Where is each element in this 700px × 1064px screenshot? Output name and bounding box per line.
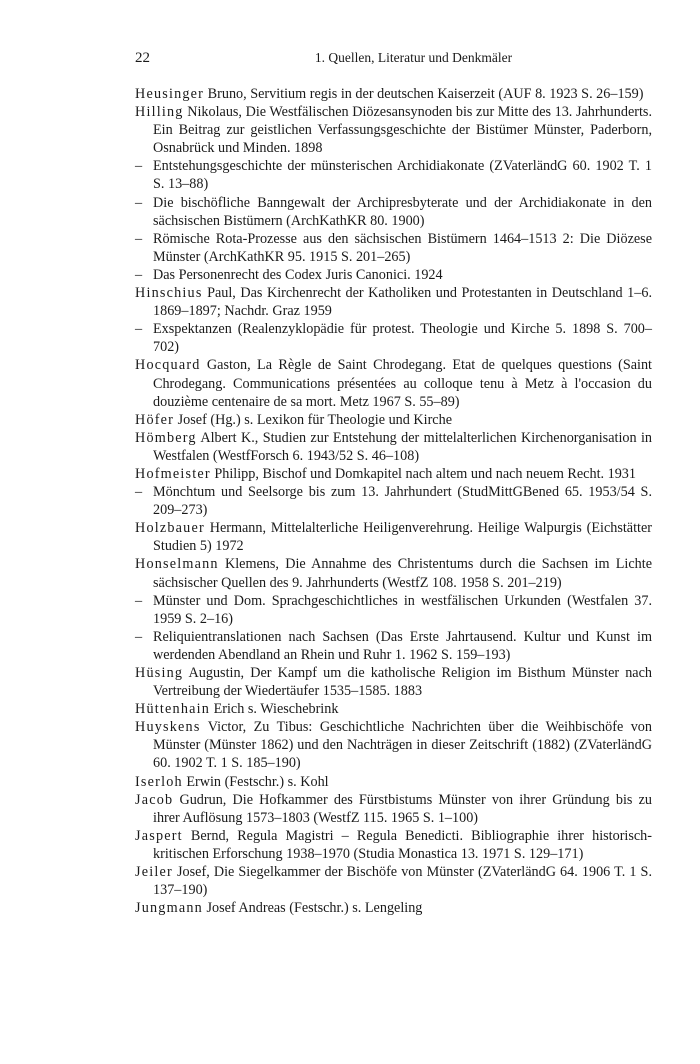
entry-text: Das Personenrecht des Codex Juris Canonici. 1924 <box>153 266 443 283</box>
entry-author: Hüsing <box>135 665 184 681</box>
entry-text: Entstehungsgeschichte der münsterischen Archidiakonate (ZVaterländG 60. 1902 T. 1 S. 13–88) <box>153 158 652 193</box>
entry-text: Römische Rota-Prozesse aus den sächsischen Bistümern 1464–1513 2: Die Diözese Münster (ArchKathKR 95. 1915 S. 201–265) <box>153 230 652 265</box>
entry-text: Victor, Zu Tibus: Geschichtliche Nachrichten über die Weihbischöfe von Münster (Münster 1862) und den Nachträgen in dieser Zeitschrift (1882) (ZVaterländG 60. 1902 T. 1 S. 185–190) <box>153 719 652 772</box>
bibliography-subentry <box>135 266 652 284</box>
entry-dash: – <box>135 194 143 211</box>
bibliography-entry <box>135 85 652 103</box>
bibliography-list <box>135 85 652 917</box>
bibliography-entry <box>135 411 652 429</box>
bibliography-entry <box>135 356 652 410</box>
entry-text: Erich s. Wieschebrink <box>210 701 339 718</box>
bibliography-entry <box>135 791 652 827</box>
entry-text: Klemens, Die Annahme des Christentums durch die Sachsen im Lichte sächsischer Quellen des 9. Jahrhunderts (WestfZ 108. 1958 S. 201–219) <box>153 556 652 591</box>
entry-text: Augustin, Der Kampf um die katholische Religion im Bisthum Münster nach Vertreibung der Wiedertäufer 1535–1585. 1883 <box>153 665 652 700</box>
entry-dash: – <box>135 321 143 338</box>
entry-text: Münster und Dom. Sprachgeschichtliches in westfälischen Urkunden (Westfalen 37. 1959 S. 2–16) <box>153 592 652 627</box>
bibliography-entry <box>135 827 652 863</box>
entry-dash: – <box>135 266 143 283</box>
entry-text: Nikolaus, Die Westfälischen Diözesansynoden bis zur Mitte des 13. Jahrhunderts. Ein Beitrag zur geistlichen Verfassungsgeschichte der Bistümer Münster, Paderborn, Osnabrück und Minden. 1898 <box>153 104 652 157</box>
entry-text: Albert K., Studien zur Entstehung der mittelalterlichen Kirchenorganisation in Westfalen (WestfForsch 6. 1943/52 S. 46–108) <box>153 429 652 464</box>
entry-text: Gudrun, Die Hofkammer des Fürstbistums Münster von ihrer Gründung bis zu ihrer Auflösung 1573–1803 (WestfZ 115. 1965 S. 1–100) <box>153 791 652 826</box>
bibliography-subentry <box>135 592 652 628</box>
entry-author: Jacob <box>135 791 174 808</box>
entry-text: Mönchtum und Seelsorge bis zum 13. Jahrhundert (StudMittGBened 65. 1953/54 S. 209–273) <box>153 484 652 519</box>
entry-author: Iserloh <box>135 773 183 790</box>
running-head: 1. Quellen, Literatur und Denkmäler <box>314 50 513 65</box>
entry-dash: – <box>135 592 143 609</box>
bibliography-entry <box>135 465 652 483</box>
bibliography-subentry <box>135 230 652 266</box>
bibliography-entry <box>135 284 652 320</box>
bibliography-entry <box>135 899 652 917</box>
entry-text: Hermann, Mittelalterliche Heiligenverehrung. Heilige Walpurgis (Eichstätter Studien 5) 1972 <box>153 520 652 555</box>
entry-text: Bernd, Regula Magistri – Regula Benedicti. Bibliographie ihrer historisch-kritischen Erforschung 1938–1970 (Studia Monastica 13. 1971 S. 129–171) <box>153 827 652 862</box>
entry-author: Hilling <box>135 104 184 121</box>
bibliography-entry <box>135 429 652 465</box>
entry-text: Josef (Hg.) s. Lexikon für Theologie und Kirche <box>174 411 452 428</box>
bibliography-subentry <box>135 194 652 230</box>
bibliography-subentry <box>135 628 652 664</box>
entry-author: Jeiler <box>135 864 173 881</box>
bibliography-entry <box>135 863 652 899</box>
entry-text: Josef, Die Siegelkammer der Bischöfe von Münster (ZVaterländG 64. 1906 T. 1 S. 137–190) <box>153 864 652 899</box>
page-header <box>135 50 652 70</box>
entry-author: Hinschius <box>135 285 203 302</box>
bibliography-subentry <box>135 157 652 193</box>
entry-text: Josef Andreas (Festschr.) s. Lengeling <box>202 900 423 917</box>
entry-text: Reliquientranslationen nach Sachsen (Das Erste Jahrtausend. Kultur und Kunst im werdenden Abendland an Rhein und Ruhr 1. 1962 S. 159–193) <box>153 628 652 663</box>
bibliography-subentry <box>135 483 652 519</box>
entry-dash: – <box>135 158 143 175</box>
entry-text: Die bischöfliche Banngewalt der Archipresbyterate und der Archidiakonate in den sächsischen Bistümern (ArchKathKR 80. 1900) <box>153 194 652 229</box>
entry-author: Jungmann <box>135 900 203 917</box>
entry-author: Holzbauer <box>135 520 205 537</box>
entry-author: Hocquard <box>135 357 201 374</box>
entry-author: Honselmann <box>135 556 219 573</box>
bibliography-entry <box>135 664 652 700</box>
bibliography-entry <box>135 718 652 772</box>
entry-text: Bruno, Servitium regis in der deutschen Kaiserzeit (AUF 8. 1923 S. 26–159) <box>204 86 644 102</box>
entry-author: Huyskens <box>135 719 201 736</box>
entry-author: Höfer <box>135 411 175 428</box>
page-number: 22 <box>135 50 150 66</box>
bibliography-entry <box>135 773 652 791</box>
bibliography-entry <box>135 103 652 157</box>
entry-dash: – <box>135 628 143 645</box>
bibliography-entry <box>135 555 652 591</box>
entry-author: Hömberg <box>135 429 197 446</box>
bibliography-entry <box>135 700 652 718</box>
bibliography-entry <box>135 519 652 555</box>
entry-text: Exspektanzen (Realenzyklopädie für protest. Theologie und Kirche 5. 1898 S. 700–702) <box>153 321 652 356</box>
entry-text: Gaston, La Règle de Saint Chrodegang. Etat de quelques questions (Saint Chrodegang. Communications présentées au colloque tenu à Metz à l'occasion du douzième centenaire de sa mort. Metz 1967 S. 55–89) <box>153 357 652 410</box>
entry-dash: – <box>135 484 143 501</box>
entry-text: Paul, Das Kirchenrecht der Katholiken und Protestanten in Deutschland 1–6. 1869–1897; Nachdr. Graz 1959 <box>153 285 652 320</box>
entry-dash: – <box>135 230 143 247</box>
entry-author: Jaspert <box>135 827 183 844</box>
entry-author: Heusinger <box>135 86 205 102</box>
entry-text: Philipp, Bischof und Domkapitel nach altem und nach neuem Recht. 1931 <box>210 465 636 482</box>
entry-author: Hofmeister <box>135 465 211 482</box>
bibliography-subentry <box>135 320 652 356</box>
entry-text: Erwin (Festschr.) s. Kohl <box>182 773 329 790</box>
entry-author: Hüttenhain <box>135 701 211 718</box>
